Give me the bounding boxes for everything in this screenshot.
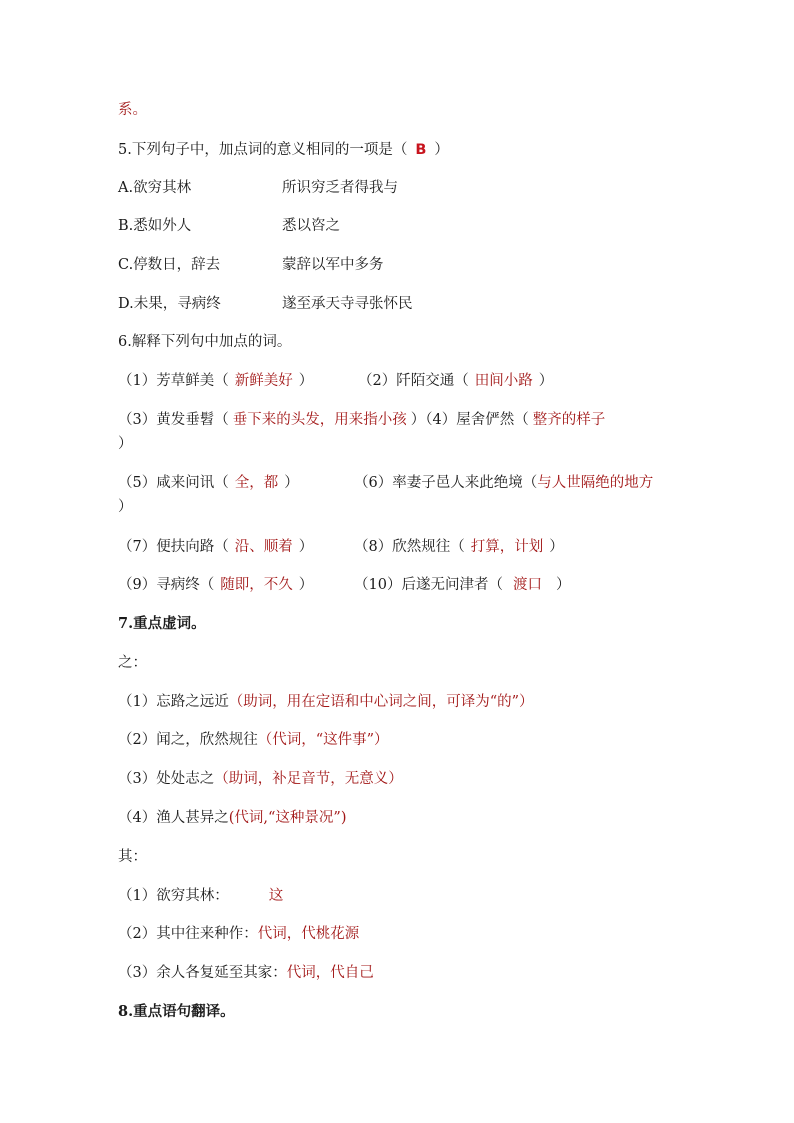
question-6: 6.解释下列句中加点的词。	[118, 334, 292, 350]
question-7: 7.重点虚词。	[118, 615, 206, 632]
q6-row-1: （1）芳草鲜美（ 新鲜美好 ） （2）阡陌交通（ 田间小路 ）	[118, 373, 554, 389]
q6-row-3-wrap: ）	[118, 499, 133, 515]
continuation-text: 系。	[118, 102, 147, 118]
zhi-heading: 之：	[118, 655, 147, 671]
zhi-2: （2）闻之，欣然规往（代词，“这件事”）	[118, 732, 389, 748]
q6-row-2: （3）黄发垂髫（ 垂下来的头发，用来指小孩 ）（4）屋舍俨然（ 整齐的样子	[118, 412, 606, 428]
q6-row-2-wrap: ）	[118, 436, 133, 452]
question-5: 5.下列句子中，加点词的意义相同的一项是（ B ）	[118, 142, 449, 158]
qi-3: （3）余人各复延至其家：代词，代自己	[118, 965, 374, 981]
answer-b: B	[415, 142, 427, 158]
zhi-4: （4）渔人甚异之(代词,“这种景况”)	[118, 810, 347, 826]
zhi-3: （3）处处志之（助词，补足音节，无意义）	[118, 771, 403, 787]
option-c: C.停数日，辞去 蒙辞以军中多务	[118, 257, 384, 273]
qi-1: （1）欲穷其林： 这	[118, 888, 284, 904]
option-b: B.悉如外人 悉以咨之	[118, 218, 340, 234]
question-8: 8.重点语句翻译。	[118, 1003, 235, 1020]
zhi-1: （1）忘路之远近（助词，用在定语和中心词之间，可译为“的”）	[118, 694, 534, 710]
q6-row-4: （7）便扶向路（ 沿、顺着 ） （8）欣然规往（ 打算，计划 ）	[118, 539, 564, 555]
q6-row-5: （9）寻病终（ 随即，不久 ） （10）后遂无问津者（ 渡口 ）	[118, 577, 571, 593]
qi-heading: 其：	[118, 849, 147, 865]
q6-row-3: （5）咸来问讯（ 全，都 ） （6）率妻子邑人来此绝境（与人世隔绝的地方	[118, 475, 654, 491]
option-d: D.未果，寻病终 遂至承天寺寻张怀民	[118, 296, 413, 312]
qi-2: （2）其中往来种作：代词，代桃花源	[118, 926, 360, 942]
option-a: A.欲穷其林 所识穷乏者得我与	[118, 180, 398, 196]
